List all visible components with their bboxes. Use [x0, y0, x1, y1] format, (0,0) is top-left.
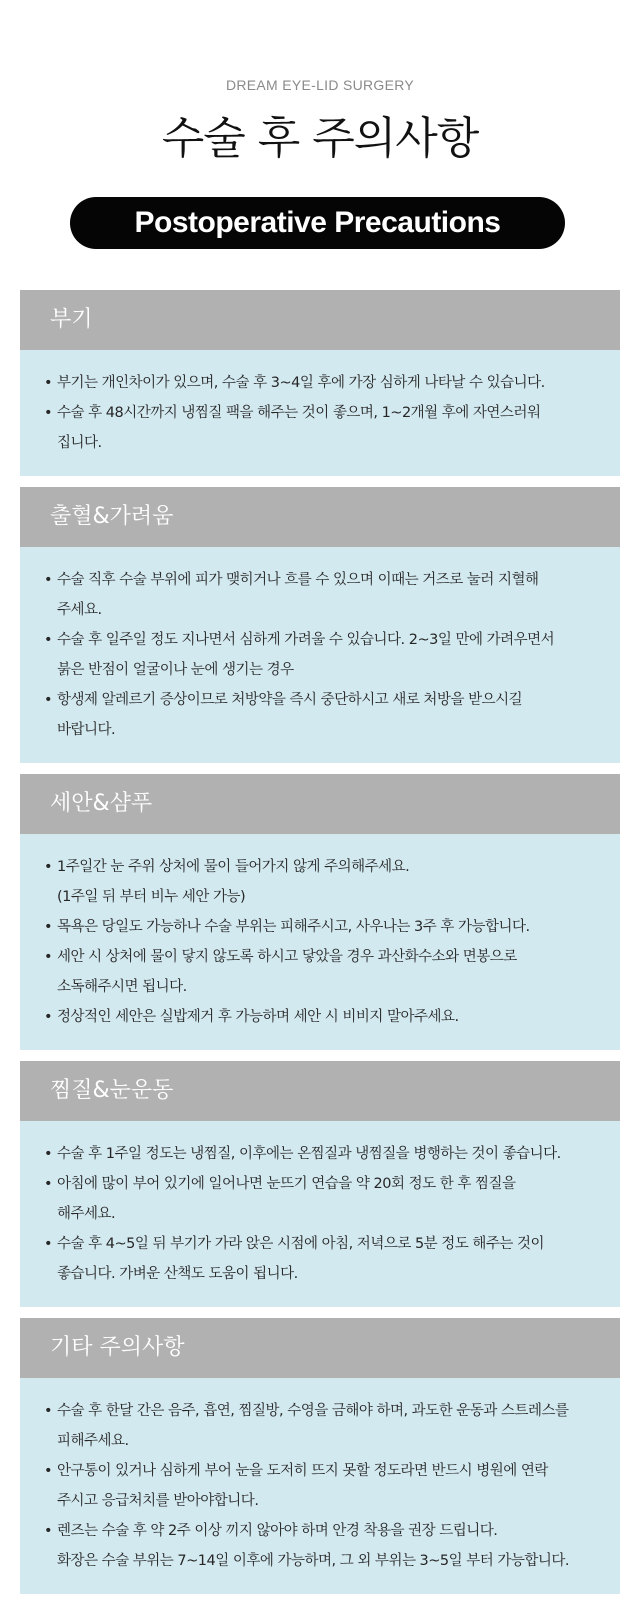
section-title: 부기 — [20, 290, 620, 350]
precaution-sections — [20, 290, 620, 1605]
section-title: 기타 주의사항 — [20, 1318, 620, 1378]
precaution-section — [20, 1318, 620, 1594]
list-item-text: • 렌즈는 수술 후 약 2주 이상 끼지 않아야 하며 안경 착용을 권장 드립니다. — [57, 1523, 498, 1539]
precaution-list — [44, 852, 610, 1032]
list-item — [44, 912, 610, 942]
list-item-text: 화장은 수술 부위는 7~14일 이후에 가능하며, 그 외 부위는 3~5일 부터 가능합니다. — [57, 1553, 570, 1569]
precaution-list — [44, 565, 610, 745]
section-body — [20, 1378, 620, 1594]
list-item-text: 주세요. — [57, 602, 102, 618]
list-item-text: • 아침에 많이 부어 있기에 일어나면 눈뜨기 연습을 약 20회 정도 한 후 찜질을 — [57, 1176, 516, 1192]
list-item — [44, 1169, 610, 1229]
list-item-text: • 세안 시 상처에 물이 닿지 않도록 하시고 닿았을 경우 과산화수소와 면봉으로 — [57, 949, 517, 965]
list-item-text: 붉은 반점이 얼굴이나 눈에 생기는 경우 — [57, 662, 294, 678]
list-item-text: • 항생제 알레르기 증상이므로 처방약을 즉시 중단하시고 새로 처방을 받으시길 — [57, 692, 523, 708]
section-body — [20, 834, 620, 1050]
precaution-list — [44, 1396, 610, 1576]
section-body — [20, 350, 620, 476]
section-body — [20, 1121, 620, 1307]
precaution-section — [20, 290, 620, 476]
list-item-text: 좋습니다. 가벼운 산책도 도움이 됩니다. — [57, 1266, 298, 1282]
list-item — [44, 565, 610, 625]
precaution-list — [44, 1139, 610, 1289]
list-item — [44, 1139, 610, 1169]
section-title: 출혈&가려움 — [20, 487, 620, 547]
list-item — [44, 852, 610, 912]
list-item — [44, 1229, 610, 1289]
list-item-text: • 수술 후 한달 간은 음주, 흡연, 찜질방, 수영을 금해야 하며, 과도한 운동과 스트레스를 — [57, 1403, 569, 1419]
list-item-text: • 부기는 개인차이가 있으며, 수술 후 3~4일 후에 가장 심하게 나타날 수 있습니다. — [57, 375, 545, 391]
english-title-banner: Postoperative Precautions — [70, 197, 565, 249]
page-title: 수술 후 주의사항 — [161, 113, 479, 164]
section-title: 찜질&눈운동 — [20, 1061, 620, 1121]
list-item — [44, 625, 610, 685]
list-item — [44, 398, 610, 458]
list-item-text: • 수술 후 48시간까지 냉찜질 팩을 해주는 것이 좋으며, 1~2개월 후에 자연스러워 — [57, 405, 541, 421]
brand-eyebrow: DREAM EYE-LID SURGERY — [225, 77, 415, 93]
precaution-section — [20, 487, 620, 763]
list-item-text: • 1주일간 눈 주위 상처에 물이 들어가지 않게 주의해주세요. — [57, 859, 410, 875]
list-item — [44, 685, 610, 745]
list-item — [44, 368, 610, 398]
list-item-text: (1주일 뒤 부터 비누 세안 가능) — [57, 889, 246, 905]
list-item-text: 피해주세요. — [57, 1433, 129, 1449]
list-item-text: • 안구통이 있거나 심하게 부어 눈을 도저히 뜨지 못할 정도라면 반드시 병원에 연락 — [57, 1463, 548, 1479]
list-item — [44, 942, 610, 1002]
list-item-text: • 수술 후 1주일 정도는 냉찜질, 이후에는 온찜질과 냉찜질을 병행하는 것이 좋습니다. — [57, 1146, 561, 1162]
list-item-text: 소독해주시면 됩니다. — [57, 979, 187, 995]
list-item-text: 주시고 응급처치를 받아야합니다. — [57, 1493, 259, 1509]
list-item-text: 바랍니다. — [57, 722, 116, 738]
precaution-section — [20, 774, 620, 1050]
list-item-text: • 수술 직후 수술 부위에 피가 맺히거나 흐를 수 있으며 이때는 거즈로 눌러 지혈해 — [57, 572, 539, 588]
precaution-section — [20, 1061, 620, 1307]
section-title: 세안&샴푸 — [20, 774, 620, 834]
list-item — [44, 1456, 610, 1516]
list-item — [44, 1396, 610, 1456]
list-item-text: • 정상적인 세안은 실밥제거 후 가능하며 세안 시 비비지 말아주세요. — [57, 1009, 459, 1025]
list-item-text: 해주세요. — [57, 1206, 116, 1222]
section-body — [20, 547, 620, 763]
list-item-text: • 수술 후 일주일 정도 지나면서 심하게 가려울 수 있습니다. 2~3일 만에 가려우면서 — [57, 632, 555, 648]
list-item — [44, 1002, 610, 1032]
list-item-text: • 수술 후 4~5일 뒤 부기가 가라 앉은 시점에 아침, 저녁으로 5분 정도 해주는 것이 — [57, 1236, 545, 1252]
list-item — [44, 1516, 610, 1576]
list-item-text: • 목욕은 당일도 가능하나 수술 부위는 피해주시고, 사우나는 3주 후 가능합니다. — [57, 919, 530, 935]
precaution-list — [44, 368, 610, 458]
list-item-text: 집니다. — [57, 435, 102, 451]
